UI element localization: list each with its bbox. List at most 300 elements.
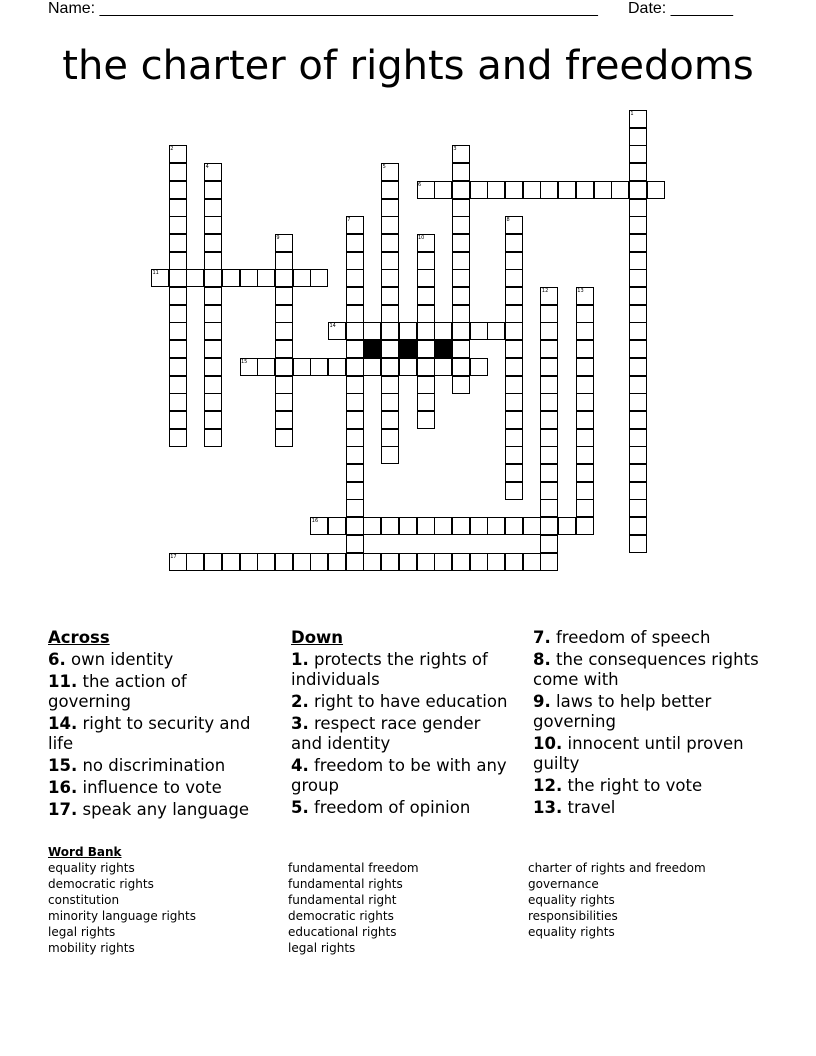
- clue-number-label: 2.: [291, 692, 309, 711]
- grid-cell[interactable]: [629, 340, 647, 358]
- grid-cell[interactable]: [540, 517, 558, 535]
- grid-cell[interactable]: [381, 269, 399, 287]
- grid-cell[interactable]: [629, 287, 647, 305]
- clue-number-label: 3.: [291, 714, 309, 733]
- grid-cell[interactable]: [452, 322, 470, 340]
- grid-cell[interactable]: [470, 358, 488, 376]
- grid-cell[interactable]: [505, 358, 523, 376]
- clue-number: 10: [418, 234, 425, 241]
- grid-cell[interactable]: [629, 252, 647, 270]
- grid-cell[interactable]: [346, 499, 364, 517]
- grid-cell[interactable]: [275, 376, 293, 394]
- grid-cell[interactable]: [169, 376, 187, 394]
- clue-number-label: 17.: [48, 800, 78, 819]
- grid-cell[interactable]: [629, 358, 647, 376]
- clue-number-label: 4.: [291, 756, 309, 775]
- grid-cell[interactable]: [275, 322, 293, 340]
- grid-cell[interactable]: [452, 216, 470, 234]
- grid-cell[interactable]: [363, 553, 381, 571]
- grid-cell[interactable]: [576, 340, 594, 358]
- grid-cell[interactable]: [346, 535, 364, 553]
- grid-cell[interactable]: [629, 393, 647, 411]
- word-bank-entry: governance: [528, 877, 599, 891]
- grid-cell[interactable]: [629, 322, 647, 340]
- grid-cell[interactable]: [629, 199, 647, 217]
- grid-cell[interactable]: [540, 499, 558, 517]
- clue-text: laws to help better governing: [533, 692, 712, 731]
- grid-cell[interactable]: [576, 499, 594, 517]
- grid-cell[interactable]: [275, 411, 293, 429]
- clue-text: freedom of opinion: [308, 798, 471, 817]
- grid-cell[interactable]: [487, 517, 505, 535]
- grid-cell[interactable]: [470, 517, 488, 535]
- grid-cell[interactable]: [505, 429, 523, 447]
- clue-number: 17: [170, 553, 177, 560]
- grid-cell[interactable]: [452, 181, 470, 199]
- clue-number: 16: [311, 518, 319, 525]
- grid-cell[interactable]: [204, 340, 222, 358]
- grid-cell[interactable]: [434, 358, 452, 376]
- grid-cell[interactable]: [452, 163, 470, 181]
- grid-cell[interactable]: [434, 322, 452, 340]
- grid-cell[interactable]: [505, 252, 523, 270]
- grid-cell[interactable]: [452, 553, 470, 571]
- grid-cell[interactable]: [381, 376, 399, 394]
- word-bank-entry: legal rights: [48, 925, 116, 939]
- grid-cell[interactable]: [629, 216, 647, 234]
- grid-cell[interactable]: [540, 482, 558, 500]
- clue-text: no discrimination: [77, 756, 226, 775]
- grid-cell[interactable]: [540, 376, 558, 394]
- clue-text: right to have education: [308, 692, 508, 711]
- grid-cell[interactable]: [576, 358, 594, 376]
- grid-cell[interactable]: [523, 553, 541, 571]
- clue-number-label: 5.: [291, 798, 309, 817]
- grid-cell[interactable]: [275, 429, 293, 447]
- clue-text: innocent until proven guilty: [533, 734, 744, 773]
- clue-number-label: 11.: [48, 672, 78, 691]
- across-heading: Across: [48, 628, 110, 647]
- word-bank-entry: fundamental right: [288, 893, 397, 907]
- grid-cell[interactable]: [523, 517, 541, 535]
- word-bank-entry: equality rights: [528, 893, 615, 907]
- grid-cell[interactable]: [204, 411, 222, 429]
- clue-number-label: 6.: [48, 650, 66, 669]
- grid-cell[interactable]: [629, 305, 647, 323]
- grid-cell[interactable]: [417, 252, 435, 270]
- grid-cell[interactable]: [381, 517, 399, 535]
- grid-cell[interactable]: [417, 376, 435, 394]
- grid-cell[interactable]: [540, 446, 558, 464]
- clue-text: the right to vote: [562, 776, 703, 795]
- grid-cell[interactable]: [240, 553, 258, 571]
- grid-cell[interactable]: [381, 234, 399, 252]
- clue-number: 6: [418, 181, 422, 188]
- grid-cell[interactable]: [452, 252, 470, 270]
- grid-cell[interactable]: [275, 252, 293, 270]
- grid-cell[interactable]: [381, 216, 399, 234]
- grid-cell[interactable]: [505, 269, 523, 287]
- clue-number-label: 7.: [533, 628, 551, 647]
- puzzle-title: the charter of rights and freedoms: [62, 43, 754, 89]
- clue-number: 15: [241, 358, 248, 365]
- grid-cell[interactable]: [505, 464, 523, 482]
- grid-cell[interactable]: [540, 553, 558, 571]
- grid-cell[interactable]: [204, 287, 222, 305]
- grid-cell[interactable]: [204, 252, 222, 270]
- grid-cell[interactable]: [487, 553, 505, 571]
- grid-cell[interactable]: [222, 553, 240, 571]
- grid-cell[interactable]: [540, 305, 558, 323]
- grid-cell[interactable]: [452, 269, 470, 287]
- grid-cell[interactable]: [204, 305, 222, 323]
- grid-cell[interactable]: [470, 553, 488, 571]
- grid-cell[interactable]: [275, 269, 293, 287]
- clue-number: 3: [453, 146, 457, 153]
- grid-cell[interactable]: [576, 446, 594, 464]
- grid-cell[interactable]: [169, 199, 187, 217]
- grid-cell[interactable]: [629, 376, 647, 394]
- word-bank-entry: charter of rights and freedom: [528, 861, 706, 875]
- clue-number-label: 8.: [533, 650, 551, 669]
- grid-cell[interactable]: [275, 340, 293, 358]
- grid-cell[interactable]: [381, 305, 399, 323]
- clue-item: [291, 798, 511, 818]
- grid-cell[interactable]: [629, 464, 647, 482]
- grid-cell[interactable]: [399, 553, 417, 571]
- grid-cell[interactable]: [169, 393, 187, 411]
- grid-cell[interactable]: [505, 340, 523, 358]
- grid-cell[interactable]: [381, 287, 399, 305]
- grid-cell[interactable]: [417, 287, 435, 305]
- grid-cell[interactable]: [346, 252, 364, 270]
- grid-cell[interactable]: [505, 287, 523, 305]
- clue-item: [291, 714, 511, 754]
- grid-cell[interactable]: [417, 553, 435, 571]
- grid-cell[interactable]: [363, 358, 381, 376]
- grid-cell[interactable]: [346, 482, 364, 500]
- grid-cell[interactable]: [293, 553, 311, 571]
- grid-cell[interactable]: [346, 234, 364, 252]
- grid-cell[interactable]: [629, 482, 647, 500]
- grid-cell[interactable]: [470, 322, 488, 340]
- grid-cell[interactable]: [576, 517, 594, 535]
- grid-cell[interactable]: [576, 305, 594, 323]
- clue-item: [291, 756, 511, 796]
- grid-cell[interactable]: [611, 181, 629, 199]
- grid-cell[interactable]: [169, 340, 187, 358]
- grid-cell[interactable]: [275, 393, 293, 411]
- grid-cell[interactable]: [417, 358, 435, 376]
- grid-cell[interactable]: [204, 376, 222, 394]
- grid-cell[interactable]: [381, 393, 399, 411]
- grid-cell[interactable]: [363, 517, 381, 535]
- word-bank-entry: legal rights: [288, 941, 356, 955]
- grid-cell[interactable]: [505, 446, 523, 464]
- grid-cell[interactable]: [505, 305, 523, 323]
- grid-cell[interactable]: [346, 340, 364, 358]
- grid-cell[interactable]: [346, 429, 364, 447]
- grid-cell[interactable]: [417, 340, 435, 358]
- grid-cell[interactable]: [169, 216, 187, 234]
- grid-cell[interactable]: [629, 429, 647, 447]
- grid-cell[interactable]: [363, 322, 381, 340]
- grid-cell[interactable]: [275, 305, 293, 323]
- grid-cell[interactable]: [505, 553, 523, 571]
- grid-cell[interactable]: [629, 145, 647, 163]
- word-bank-entry: democratic rights: [288, 909, 394, 923]
- grid-cell[interactable]: [629, 234, 647, 252]
- grid-cell[interactable]: [204, 393, 222, 411]
- grid-block: [434, 340, 452, 358]
- word-bank-column-2: [288, 860, 508, 956]
- grid-cell[interactable]: [169, 163, 187, 181]
- word-bank-entry: constitution: [48, 893, 120, 907]
- grid-cell[interactable]: [505, 376, 523, 394]
- grid-cell[interactable]: [452, 376, 470, 394]
- grid-cell[interactable]: [576, 411, 594, 429]
- grid-cell[interactable]: [434, 553, 452, 571]
- grid-cell[interactable]: [240, 269, 258, 287]
- grid-cell[interactable]: [629, 535, 647, 553]
- clue-item: [48, 756, 268, 776]
- grid-cell[interactable]: [169, 358, 187, 376]
- grid-cell[interactable]: [487, 322, 505, 340]
- grid-cell[interactable]: [505, 411, 523, 429]
- grid-cell[interactable]: [452, 199, 470, 217]
- word-bank-entry: democratic rights: [48, 877, 154, 891]
- grid-cell[interactable]: [540, 322, 558, 340]
- grid-cell[interactable]: [346, 322, 364, 340]
- grid-cell[interactable]: [293, 358, 311, 376]
- grid-cell[interactable]: [346, 553, 364, 571]
- grid-cell[interactable]: [204, 358, 222, 376]
- grid-cell[interactable]: [186, 553, 204, 571]
- grid-cell[interactable]: [434, 181, 452, 199]
- grid-cell[interactable]: [169, 322, 187, 340]
- grid-cell[interactable]: [275, 358, 293, 376]
- clue-number-label: 9.: [533, 692, 551, 711]
- grid-cell[interactable]: [169, 252, 187, 270]
- clue-item: [291, 692, 511, 712]
- grid-cell[interactable]: [257, 553, 275, 571]
- grid-cell[interactable]: [328, 553, 346, 571]
- grid-cell[interactable]: [505, 181, 523, 199]
- grid-cell[interactable]: [346, 269, 364, 287]
- grid-cell[interactable]: [257, 358, 275, 376]
- grid-cell[interactable]: [399, 322, 417, 340]
- grid-cell[interactable]: [293, 269, 311, 287]
- clue-text: travel: [562, 798, 616, 817]
- grid-cell[interactable]: [169, 181, 187, 199]
- grid-cell[interactable]: [540, 358, 558, 376]
- grid-cell[interactable]: [540, 181, 558, 199]
- clue-text: freedom to be with any group: [291, 756, 507, 795]
- grid-cell[interactable]: [540, 393, 558, 411]
- grid-cell[interactable]: [505, 517, 523, 535]
- grid-block: [399, 340, 417, 358]
- clue-number: 13: [577, 288, 584, 294]
- clue-number: 7: [347, 217, 351, 224]
- word-bank-entry: mobility rights: [48, 941, 135, 955]
- clue-text: respect race gender and identity: [291, 714, 481, 753]
- grid-cell[interactable]: [346, 517, 364, 535]
- grid-cell[interactable]: [576, 322, 594, 340]
- grid-cell[interactable]: [505, 322, 523, 340]
- grid-cell[interactable]: [452, 358, 470, 376]
- grid-cell[interactable]: [204, 322, 222, 340]
- clue-number-label: 14.: [48, 714, 78, 733]
- grid-cell[interactable]: [222, 269, 240, 287]
- across-clues: [48, 628, 268, 822]
- grid-cell[interactable]: [417, 322, 435, 340]
- grid-cell[interactable]: [381, 181, 399, 199]
- grid-cell[interactable]: [346, 376, 364, 394]
- grid-cell[interactable]: [169, 429, 187, 447]
- grid-cell[interactable]: [204, 234, 222, 252]
- grid-cell[interactable]: [346, 305, 364, 323]
- grid-cell[interactable]: [346, 446, 364, 464]
- grid-cell[interactable]: [452, 287, 470, 305]
- grid-cell[interactable]: [629, 163, 647, 181]
- grid-cell[interactable]: [576, 393, 594, 411]
- clue-item: [48, 672, 268, 712]
- clue-number-label: 10.: [533, 734, 563, 753]
- grid-cell[interactable]: [629, 269, 647, 287]
- word-bank-entry: fundamental freedom: [288, 861, 419, 875]
- grid-cell[interactable]: [169, 411, 187, 429]
- grid-cell[interactable]: [540, 429, 558, 447]
- grid-cell[interactable]: [169, 269, 187, 287]
- grid-cell[interactable]: [629, 181, 647, 199]
- word-bank-entry: equality rights: [528, 925, 615, 939]
- grid-cell[interactable]: [310, 358, 328, 376]
- grid-cell[interactable]: [381, 446, 399, 464]
- grid-cell[interactable]: [381, 340, 399, 358]
- grid-cell[interactable]: [452, 234, 470, 252]
- grid-cell[interactable]: [629, 411, 647, 429]
- grid-cell[interactable]: [204, 429, 222, 447]
- grid-cell[interactable]: [417, 305, 435, 323]
- grid-cell[interactable]: [540, 411, 558, 429]
- grid-cell[interactable]: [487, 181, 505, 199]
- grid-cell[interactable]: [204, 181, 222, 199]
- grid-cell[interactable]: [328, 358, 346, 376]
- clue-number: 11: [152, 270, 159, 277]
- grid-cell[interactable]: [346, 358, 364, 376]
- grid-cell[interactable]: [381, 199, 399, 217]
- clue-number: 2: [170, 146, 174, 153]
- grid-cell[interactable]: [204, 216, 222, 234]
- grid-cell[interactable]: [523, 181, 541, 199]
- grid-cell[interactable]: [558, 181, 576, 199]
- date-line: Date: _______: [628, 0, 733, 17]
- grid-cell[interactable]: [169, 287, 187, 305]
- grid-cell[interactable]: [629, 517, 647, 535]
- grid-cell[interactable]: [257, 269, 275, 287]
- grid-cell[interactable]: [310, 269, 328, 287]
- grid-cell[interactable]: [576, 376, 594, 394]
- grid-cell[interactable]: [417, 269, 435, 287]
- clue-number-label: 13.: [533, 798, 563, 817]
- clue-text: right to security and life: [48, 714, 251, 753]
- grid-cell[interactable]: [629, 446, 647, 464]
- grid-cell[interactable]: [540, 535, 558, 553]
- clue-number-label: 12.: [533, 776, 563, 795]
- clue-item: [533, 776, 763, 796]
- grid-cell[interactable]: [434, 517, 452, 535]
- clue-item: [291, 650, 511, 690]
- grid-cell[interactable]: [346, 393, 364, 411]
- clue-item: [533, 692, 763, 732]
- grid-cell[interactable]: [381, 252, 399, 270]
- clue-text: the action of governing: [48, 672, 187, 711]
- grid-cell[interactable]: [576, 482, 594, 500]
- grid-cell[interactable]: [417, 393, 435, 411]
- grid-cell[interactable]: [417, 517, 435, 535]
- word-bank-heading: Word Bank: [48, 845, 122, 859]
- clue-item: [533, 628, 763, 648]
- grid-cell[interactable]: [576, 464, 594, 482]
- grid-cell[interactable]: [381, 553, 399, 571]
- grid-cell[interactable]: [381, 411, 399, 429]
- grid-cell[interactable]: [594, 181, 612, 199]
- grid-cell[interactable]: [169, 234, 187, 252]
- grid-cell[interactable]: [452, 305, 470, 323]
- grid-cell[interactable]: [381, 429, 399, 447]
- grid-cell[interactable]: [629, 128, 647, 146]
- clue-text: freedom of speech: [550, 628, 711, 647]
- word-bank-column-3: [528, 860, 768, 940]
- grid-cell[interactable]: [647, 181, 665, 199]
- grid-cell[interactable]: [169, 305, 187, 323]
- grid-cell[interactable]: [275, 553, 293, 571]
- grid-cell[interactable]: [381, 358, 399, 376]
- grid-cell[interactable]: [505, 482, 523, 500]
- grid-cell[interactable]: [381, 322, 399, 340]
- grid-cell[interactable]: [629, 499, 647, 517]
- grid-cell[interactable]: [186, 269, 204, 287]
- grid-cell[interactable]: [204, 553, 222, 571]
- grid-cell[interactable]: [558, 517, 576, 535]
- grid-block: [363, 340, 381, 358]
- grid-cell[interactable]: [346, 464, 364, 482]
- grid-cell[interactable]: [310, 553, 328, 571]
- grid-cell[interactable]: [275, 287, 293, 305]
- grid-cell[interactable]: [417, 411, 435, 429]
- clue-text: speak any language: [77, 800, 250, 819]
- grid-cell[interactable]: [328, 517, 346, 535]
- grid-cell[interactable]: [505, 234, 523, 252]
- grid-cell[interactable]: [204, 269, 222, 287]
- grid-cell[interactable]: [505, 393, 523, 411]
- clue-number-label: 1.: [291, 650, 309, 669]
- grid-cell[interactable]: [452, 340, 470, 358]
- grid-cell[interactable]: [470, 181, 488, 199]
- grid-cell[interactable]: [399, 517, 417, 535]
- grid-cell[interactable]: [576, 181, 594, 199]
- grid-cell[interactable]: [399, 358, 417, 376]
- grid-cell[interactable]: [346, 411, 364, 429]
- grid-cell[interactable]: [540, 464, 558, 482]
- grid-cell[interactable]: [346, 287, 364, 305]
- grid-cell[interactable]: [576, 429, 594, 447]
- clue-item: [533, 734, 763, 774]
- grid-cell[interactable]: [540, 340, 558, 358]
- down-clues-continued: [533, 628, 763, 820]
- grid-cell[interactable]: [204, 199, 222, 217]
- grid-cell[interactable]: [452, 517, 470, 535]
